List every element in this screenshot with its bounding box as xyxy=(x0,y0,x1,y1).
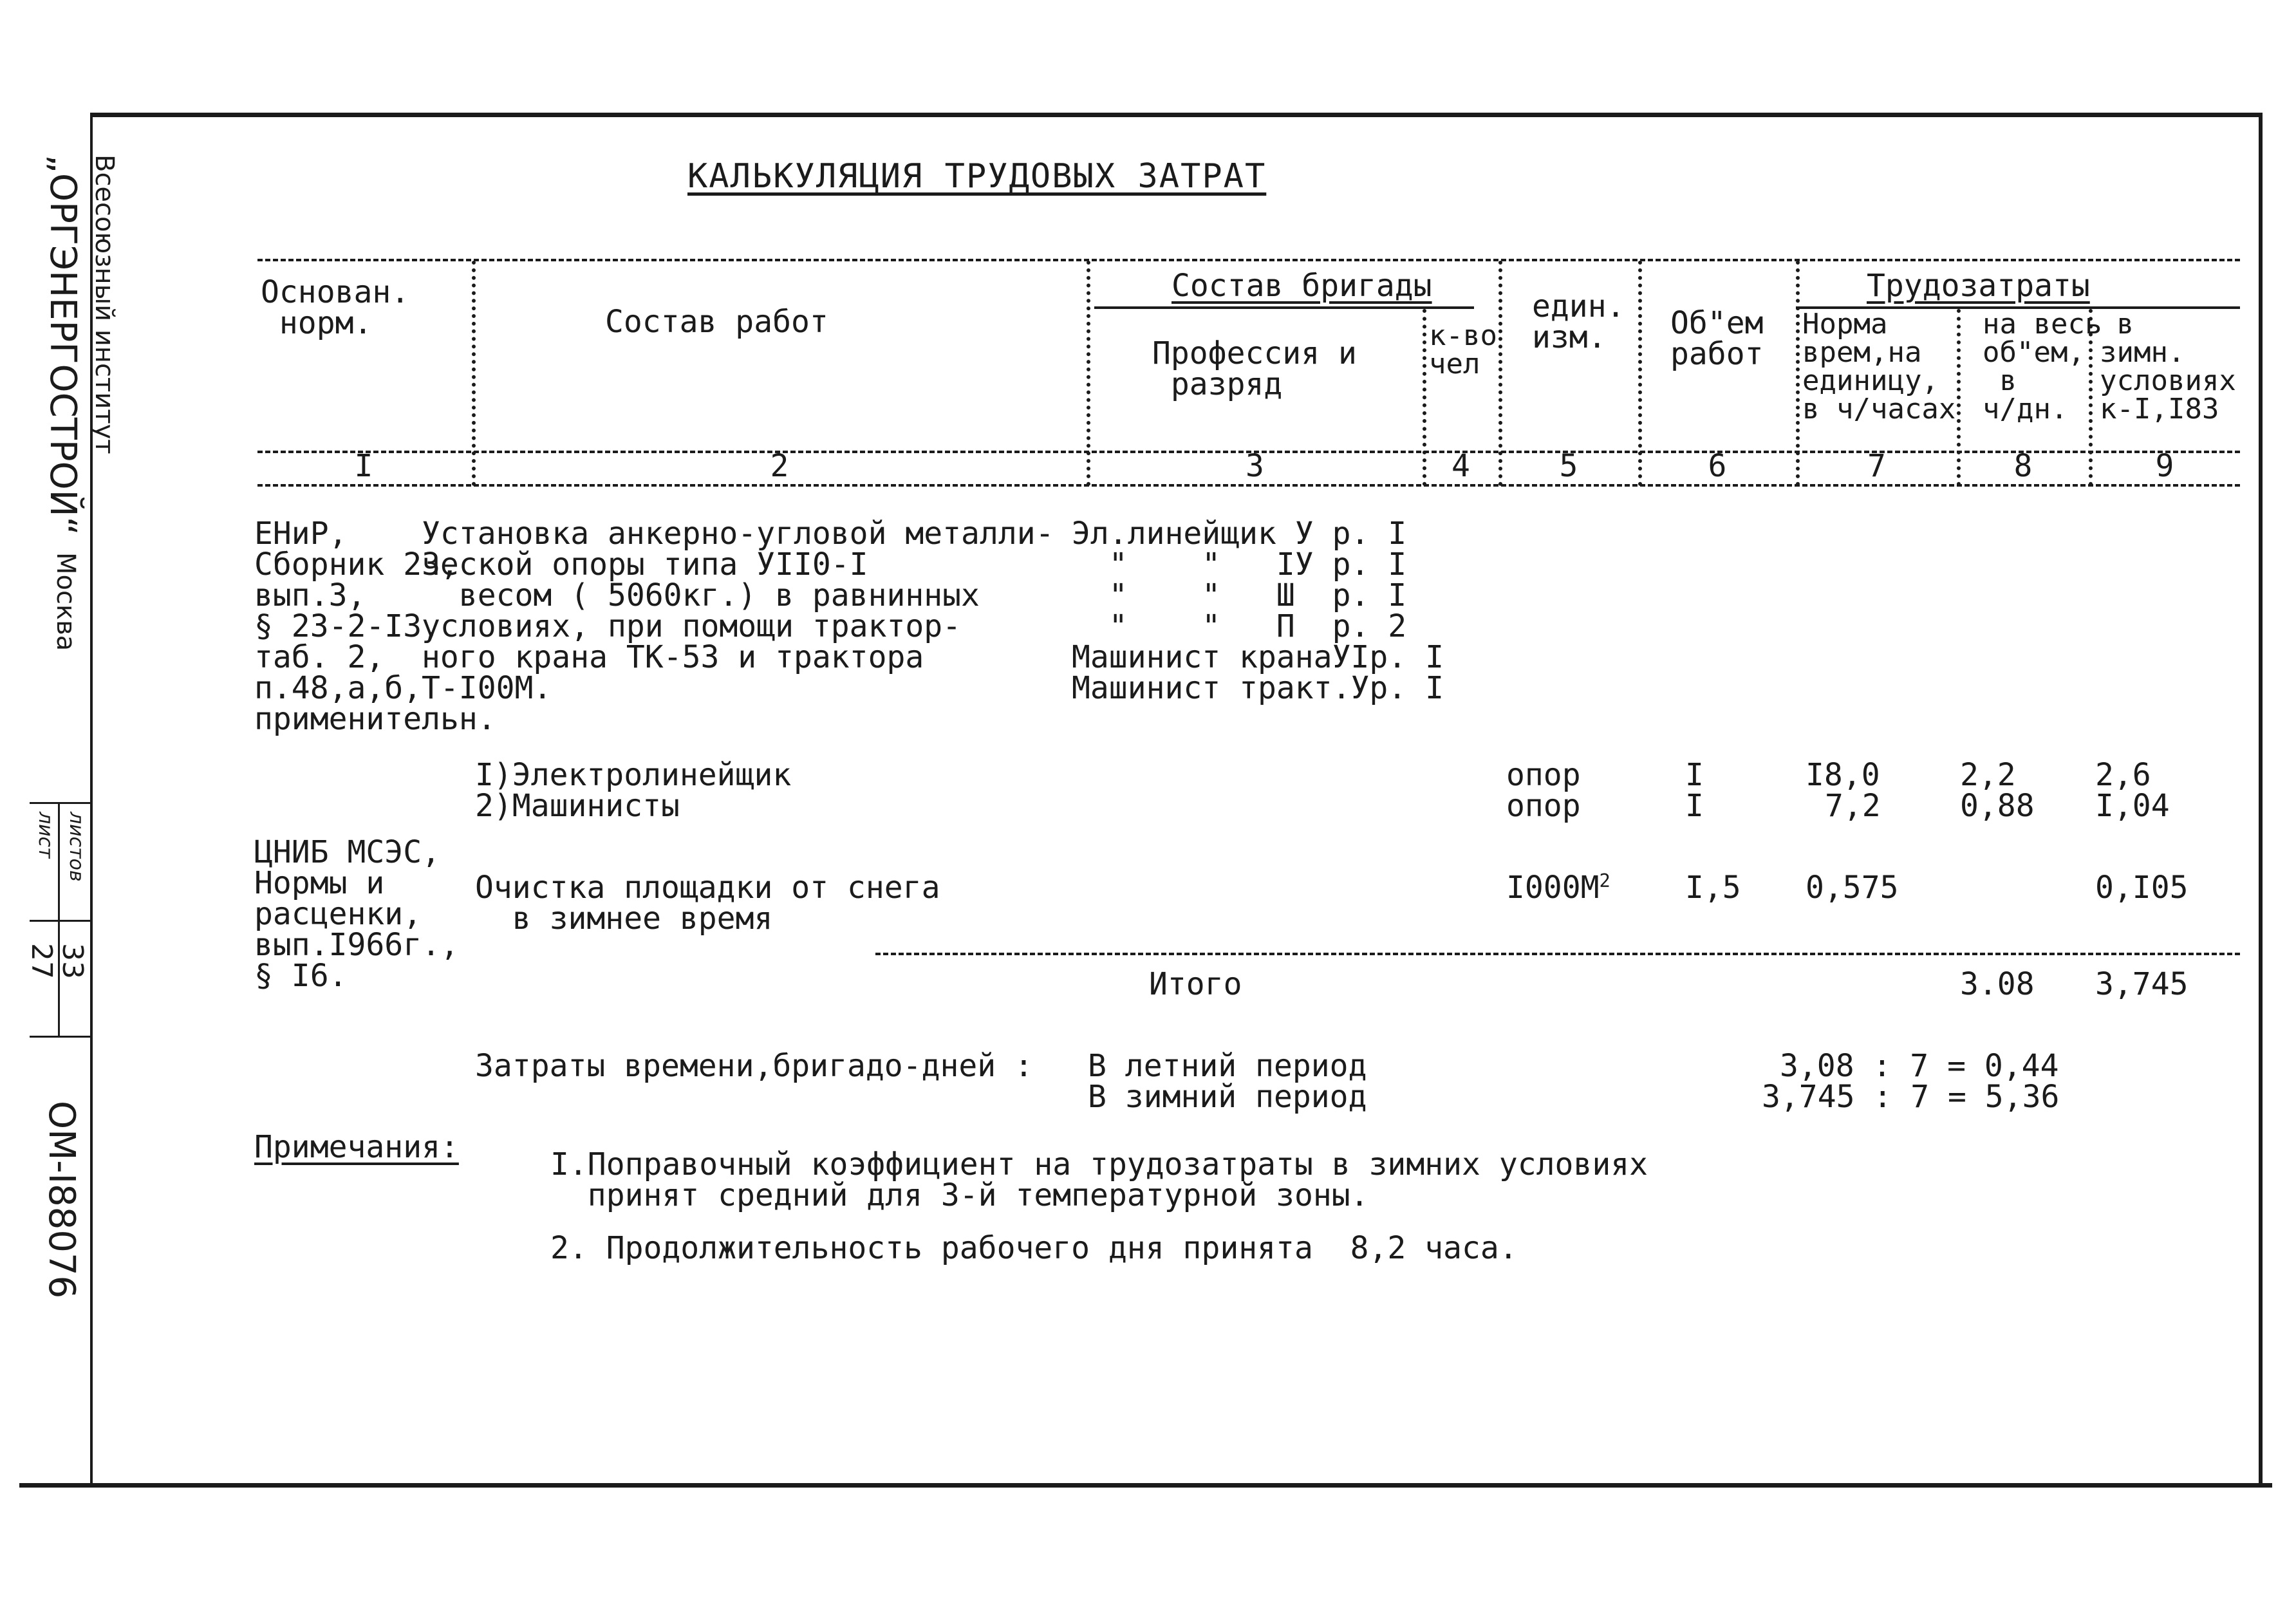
header-count: к-во чел xyxy=(1429,319,1497,380)
row2-norm: 0,575 xyxy=(1806,870,1899,906)
sheet-number: 27 xyxy=(25,943,58,979)
header-unit: един. изм. xyxy=(1532,288,1625,355)
col-num-3: 3 xyxy=(1246,448,1264,484)
col-num-4: 4 xyxy=(1451,448,1470,484)
row2-basis: ЦНИБ МСЭС, Нормы и расценки, вып.I966г., § I6. xyxy=(254,834,459,994)
row1-crew: Эл.линейщик У р. I " " IУ р. I " " Ш р. I " " П р. 2 Машинист кранаУIр. I Машинист тракт.Ур. I xyxy=(1072,516,1444,706)
note-1: I.Поправочный коэффициент на трудозатраты в зимних условиях принят средний для 3-й температурной зоны. xyxy=(550,1146,1648,1213)
crew-group-line xyxy=(1094,306,1474,309)
note-2: 2. Продолжительность рабочего дня принята 8,2 часа. xyxy=(550,1230,1518,1266)
col-num-9: 9 xyxy=(2155,448,2174,484)
sub-row-winter: I,04 xyxy=(2095,788,2170,824)
sub-row-qty: I xyxy=(1685,788,1704,824)
sub-row-total: 2,2 xyxy=(1960,757,2016,793)
sub-row-unit: опор xyxy=(1506,757,1581,793)
time-cost-label: Затраты времени,бригадо-дней : xyxy=(475,1048,1033,1084)
header-total: на весь об"ем, в ч/дн. xyxy=(1983,308,2102,425)
row2-winter: 0,I05 xyxy=(2095,870,2189,906)
sub-row-unit: опор xyxy=(1506,788,1581,824)
sub-row-name: I)Электролинейщик xyxy=(475,757,792,793)
row2-unit: $I000М^2$ xyxy=(1506,870,1610,906)
side-city: Москва xyxy=(51,552,80,651)
sheet-label: лист xyxy=(34,812,57,859)
col-num-5: 5 xyxy=(1559,448,1578,484)
sub-row-winter: 2,6 xyxy=(2095,757,2151,793)
sub-row-name: 2)Машинисты xyxy=(475,788,680,824)
header-work: Состав работ xyxy=(605,304,828,340)
sheets-label: листов xyxy=(65,812,88,882)
header-winter: в зимн. условиях к-I,I83 xyxy=(2100,308,2236,425)
row2-work: Очистка площадки от снега в зимнее время xyxy=(475,870,940,937)
side-org: „ОРГЭНЕРГОСТРОЙ“ xyxy=(42,154,84,536)
sub-row-total: 0,88 xyxy=(1960,788,2035,824)
time-cost-summer-calc: 3,08 : 7 = 0,44 xyxy=(1780,1048,2059,1084)
header-labor-group: Трудозатраты xyxy=(1867,268,2090,304)
sub-row-norm: I8,0 xyxy=(1806,757,1880,793)
col-num-8: 8 xyxy=(2013,448,2033,484)
time-cost-summer: В летний период xyxy=(1088,1048,1367,1084)
header-bottom-line xyxy=(257,484,2240,487)
time-cost-winter: В зимний период xyxy=(1088,1079,1367,1115)
time-cost-winter-calc: 3,745 : 7 = 5,36 xyxy=(1762,1079,2060,1115)
total-winter: 3,745 xyxy=(2095,966,2189,1002)
sub-row-norm: 7,2 xyxy=(1825,788,1881,824)
total-value: 3.08 xyxy=(1960,966,2035,1002)
row2-qty: I,5 xyxy=(1685,870,1741,906)
header-profession: Профессия и разряд xyxy=(1152,335,1357,402)
row1-work: Установка анкерно-угловой металли- ческой опоры типа УII0-I весом ( 5060кг.) в равнинных условиях, при помощи трактор- ного крана ТК-53 и трактора Т-I00М. xyxy=(422,516,1054,706)
col-num-7: 7 xyxy=(1867,448,1886,484)
sheets-number: 33 xyxy=(56,943,89,979)
bottom-border xyxy=(19,1483,2272,1488)
doc-code: ОМ-I88076 xyxy=(41,1101,82,1299)
sub-row-qty: I xyxy=(1685,757,1704,793)
notes-label: Примечания: xyxy=(254,1129,459,1165)
col-num-6: 6 xyxy=(1708,448,1727,484)
header-volume: Об"ем работ xyxy=(1670,305,1764,372)
col-num-2: 2 xyxy=(770,448,789,484)
header-norm: Норма врем,на единицу, в ч/часах xyxy=(1802,308,1956,425)
header-basis: Основан. норм. xyxy=(261,274,410,341)
side-institute: Всесоюзный институт xyxy=(89,154,119,454)
page-title: КАЛЬКУЛЯЦИЯ ТРУДОВЫХ ЗАТРАТ xyxy=(687,157,1267,196)
total-label: Итого xyxy=(1149,966,1242,1002)
header-crew-group: Состав бригады xyxy=(1171,268,1432,304)
sheet-stamp xyxy=(25,802,90,1038)
header-top-line xyxy=(257,259,2240,261)
col-num-1: I xyxy=(354,448,373,484)
total-line xyxy=(875,953,2240,955)
row1-basis: ЕНиР, Сборник 23, вып.3, § 23-2-I3, таб. 2, п.48,а,б, применительн. xyxy=(254,516,496,737)
